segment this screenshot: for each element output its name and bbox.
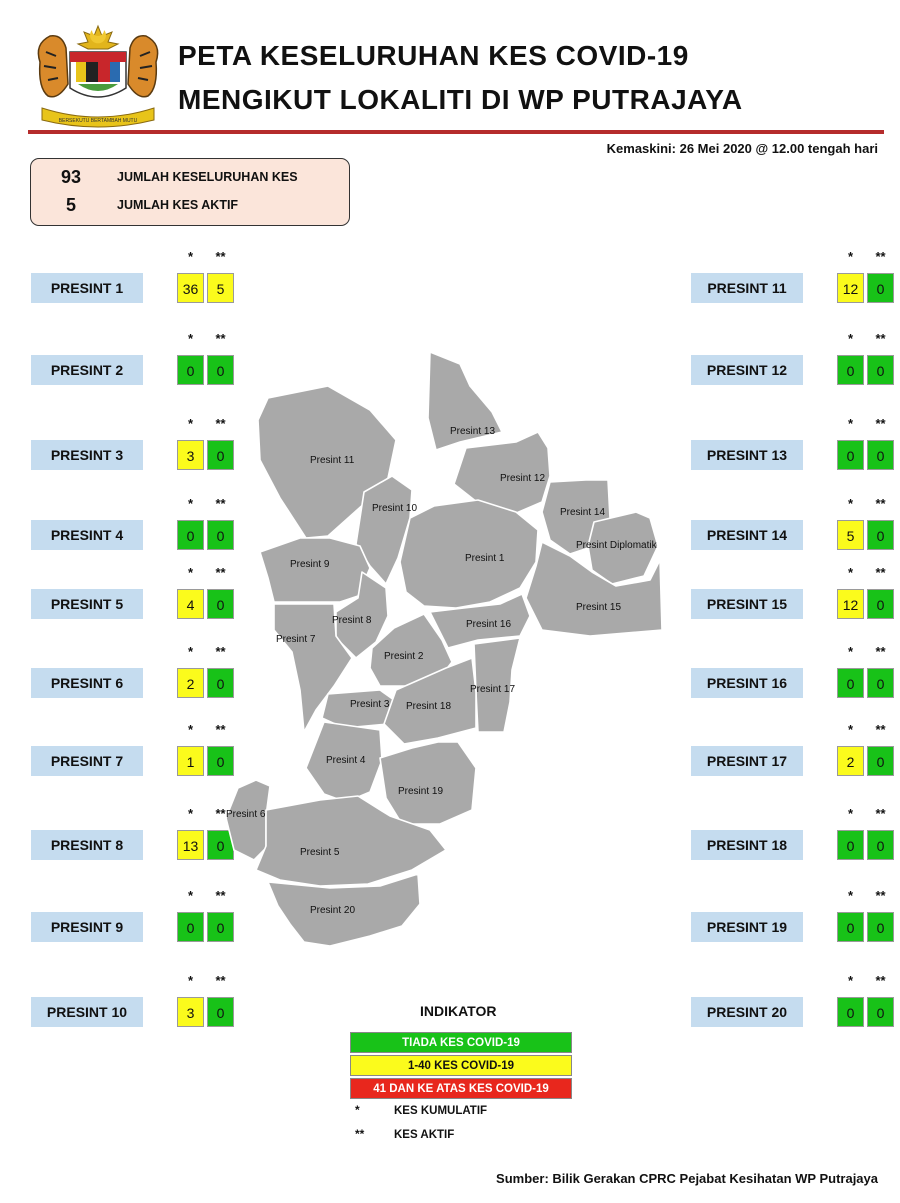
- precinct-label: PRESINT 3: [31, 440, 143, 470]
- active-marker: **: [875, 888, 886, 903]
- cumulative-marker: *: [847, 644, 854, 659]
- active-marker: **: [215, 644, 226, 659]
- active-cases-value: 0: [867, 830, 894, 860]
- precinct-row: [691, 589, 891, 619]
- cumulative-cases-value: 12: [837, 273, 864, 303]
- total-cases-value: 93: [60, 167, 82, 187]
- active-cases-value: 0: [867, 273, 894, 303]
- legend-yellow: 1-40 KES COVID-19: [350, 1055, 572, 1076]
- legend-red: 41 DAN KE ATAS KES COVID-19: [350, 1078, 572, 1099]
- precinct-label: PRESINT 16: [691, 668, 803, 698]
- precinct-row: [691, 912, 891, 942]
- cumulative-marker: *: [187, 722, 194, 737]
- map-label-presint-18: Presint 18: [406, 701, 452, 712]
- map-label-presint-15: Presint 15: [576, 602, 622, 613]
- page-title-line1: PETA KESELURUHAN KES COVID-19: [178, 40, 689, 71]
- active-marker: **: [215, 565, 226, 580]
- active-cases-value: 0: [207, 355, 234, 385]
- cumulative-cases-value: 36: [177, 273, 204, 303]
- active-cases-value: 0: [867, 912, 894, 942]
- active-cases-value: 0: [207, 746, 234, 776]
- active-marker: **: [215, 331, 226, 346]
- active-cases-value: 0: [207, 589, 234, 619]
- active-marker: **: [875, 806, 886, 821]
- legend-star-single: *: [355, 1103, 360, 1117]
- cumulative-cases-value: 2: [837, 746, 864, 776]
- legend-title: INDIKATOR: [420, 1003, 497, 1019]
- page-title-line2: MENGIKUT LOKALITI DI WP PUTRAJAYA: [178, 84, 743, 115]
- active-marker: **: [875, 565, 886, 580]
- cumulative-marker: *: [847, 722, 854, 737]
- precinct-column-markers: [837, 416, 897, 430]
- precinct-row: [31, 830, 231, 860]
- active-cases-value: 0: [207, 997, 234, 1027]
- header-divider: [28, 130, 884, 134]
- legend-active-label: KES AKTIF: [394, 1129, 455, 1141]
- map-label-presint-14: Presint 14: [560, 507, 606, 518]
- map-label-presint-3: Presint 3: [350, 699, 390, 710]
- precinct-row: [691, 746, 891, 776]
- map-label-presint-4: Presint 4: [326, 755, 366, 766]
- active-cases-value: 0: [867, 355, 894, 385]
- active-marker: **: [875, 331, 886, 346]
- cumulative-marker: *: [187, 565, 194, 580]
- cumulative-cases-value: 1: [177, 746, 204, 776]
- precinct-label: PRESINT 9: [31, 912, 143, 942]
- cumulative-marker: *: [847, 416, 854, 431]
- active-cases-value: 0: [207, 440, 234, 470]
- precinct-row: [31, 668, 231, 698]
- map-label-presint-10: Presint 10: [372, 503, 418, 514]
- precinct-column-markers: [837, 496, 897, 510]
- cumulative-cases-value: 13: [177, 830, 204, 860]
- active-cases-value: 0: [207, 520, 234, 550]
- precinct-row: [691, 273, 891, 303]
- precinct-label: PRESINT 17: [691, 746, 803, 776]
- precinct-row: [31, 589, 231, 619]
- precinct-row: [31, 520, 231, 550]
- cumulative-cases-value: 0: [837, 830, 864, 860]
- active-cases-value: 0: [207, 668, 234, 698]
- active-cases-value: 0: [867, 589, 894, 619]
- cumulative-marker: *: [847, 973, 854, 988]
- precinct-label: PRESINT 15: [691, 589, 803, 619]
- cumulative-marker: *: [847, 331, 854, 346]
- map-label-presint-11: Presint 11: [310, 455, 355, 466]
- cumulative-marker: *: [187, 973, 194, 988]
- map-label-presint-20: Presint 20: [310, 905, 356, 916]
- cumulative-cases-value: 5: [837, 520, 864, 550]
- cumulative-cases-value: 0: [837, 355, 864, 385]
- map-label-presint-13: Presint 13: [450, 426, 496, 437]
- active-cases-label: JUMLAH KES AKTIF: [117, 198, 239, 212]
- cumulative-marker: *: [847, 888, 854, 903]
- precinct-row: [31, 440, 231, 470]
- precinct-column-markers: [837, 331, 897, 345]
- map-label-presint-diplomatik: Presint Diplomatik: [576, 540, 657, 551]
- cumulative-cases-value: 0: [837, 668, 864, 698]
- precinct-label: PRESINT 18: [691, 830, 803, 860]
- precinct-column-markers: [837, 722, 897, 736]
- update-timestamp: Kemaskini: 26 Mei 2020 @ 12.00 tengah hari: [606, 141, 878, 156]
- map-label-presint-9: Presint 9: [290, 559, 330, 570]
- active-marker: **: [215, 806, 226, 821]
- precinct-row: [31, 997, 231, 1027]
- active-cases-value: 0: [867, 440, 894, 470]
- active-marker: **: [875, 644, 886, 659]
- cumulative-marker: *: [187, 496, 194, 511]
- precinct-column-markers: [837, 806, 897, 820]
- precinct-label: PRESINT 4: [31, 520, 143, 550]
- precinct-label: PRESINT 8: [31, 830, 143, 860]
- precinct-label: PRESINT 13: [691, 440, 803, 470]
- map-label-presint-12: Presint 12: [500, 473, 546, 484]
- precinct-label: PRESINT 20: [691, 997, 803, 1027]
- precinct-row: [31, 746, 231, 776]
- precinct-row: [31, 912, 231, 942]
- cumulative-cases-value: 0: [837, 997, 864, 1027]
- precinct-column-markers: [837, 249, 897, 263]
- cumulative-cases-value: 3: [177, 440, 204, 470]
- map-label-presint-5: Presint 5: [300, 847, 340, 858]
- precinct-row: [691, 668, 891, 698]
- source-note: Sumber: Bilik Gerakan CPRC Pejabat Kesihatan WP Putrajaya: [496, 1171, 878, 1186]
- active-cases-value: 5: [65, 195, 76, 215]
- cumulative-cases-value: 0: [837, 912, 864, 942]
- cumulative-marker: *: [847, 249, 854, 264]
- map-region-presint-19: [380, 742, 476, 824]
- precinct-label: PRESINT 19: [691, 912, 803, 942]
- map-region-presint-9: [260, 538, 370, 602]
- cumulative-marker: *: [847, 806, 854, 821]
- map-label-presint-6: Presint 6: [226, 809, 266, 820]
- precinct-row: [691, 997, 891, 1027]
- total-cases-label: JUMLAH KESELURUHAN KES: [117, 170, 298, 184]
- legend-cumulative-label: KES KUMULATIF: [394, 1105, 488, 1117]
- cumulative-cases-value: 12: [837, 589, 864, 619]
- cumulative-marker: *: [187, 644, 194, 659]
- active-cases-value: 0: [207, 830, 234, 860]
- active-cases-value: 0: [207, 912, 234, 942]
- precinct-column-markers: [837, 565, 897, 579]
- map-label-presint-7: Presint 7: [276, 634, 316, 645]
- cumulative-marker: *: [847, 496, 854, 511]
- precinct-label: PRESINT 14: [691, 520, 803, 550]
- active-cases-value: 0: [867, 520, 894, 550]
- active-marker: **: [215, 249, 226, 264]
- precinct-column-markers: [837, 888, 897, 902]
- cumulative-cases-value: 0: [177, 912, 204, 942]
- cumulative-marker: *: [187, 331, 194, 346]
- precinct-row: [691, 355, 891, 385]
- map-label-presint-1: Presint 1: [465, 553, 505, 564]
- map-label-presint-19: Presint 19: [398, 786, 444, 797]
- active-cases-value: 0: [867, 997, 894, 1027]
- active-cases-value: 0: [867, 746, 894, 776]
- cumulative-cases-value: 0: [177, 520, 204, 550]
- cumulative-cases-value: 3: [177, 997, 204, 1027]
- legend-green: TIADA KES COVID-19: [350, 1032, 572, 1053]
- map-label-presint-17: Presint 17: [470, 684, 516, 695]
- active-cases-value: 0: [867, 668, 894, 698]
- putrajaya-map: [220, 340, 680, 960]
- active-marker: **: [215, 416, 226, 431]
- precinct-label: PRESINT 7: [31, 746, 143, 776]
- active-marker: **: [215, 888, 226, 903]
- summary-box: [30, 158, 350, 226]
- map-label-presint-2: Presint 2: [384, 651, 424, 662]
- precinct-column-markers: [837, 973, 897, 987]
- cumulative-cases-value: 0: [177, 355, 204, 385]
- precinct-label: PRESINT 5: [31, 589, 143, 619]
- cumulative-marker: *: [187, 249, 194, 264]
- precinct-label: PRESINT 12: [691, 355, 803, 385]
- legend-star-double: **: [355, 1127, 365, 1141]
- cumulative-cases-value: 0: [837, 440, 864, 470]
- precinct-label: PRESINT 2: [31, 355, 143, 385]
- active-marker: **: [875, 722, 886, 737]
- map-label-presint-16: Presint 16: [466, 619, 512, 630]
- cumulative-marker: *: [187, 806, 194, 821]
- cumulative-cases-value: 2: [177, 668, 204, 698]
- active-marker: **: [215, 496, 226, 511]
- crest-motto: BERSEKUTU BERTAMBAH MUTU: [58, 118, 138, 124]
- precinct-column-markers: [837, 644, 897, 658]
- active-marker: **: [875, 249, 886, 264]
- active-marker: **: [875, 416, 886, 431]
- precinct-label: PRESINT 6: [31, 668, 143, 698]
- precinct-column-markers: [177, 973, 237, 987]
- precinct-row: [31, 355, 231, 385]
- map-label-presint-8: Presint 8: [332, 615, 372, 626]
- active-marker: **: [875, 973, 886, 988]
- cumulative-marker: *: [187, 416, 194, 431]
- cumulative-marker: *: [187, 888, 194, 903]
- precinct-row: [31, 273, 231, 303]
- precinct-row: [691, 440, 891, 470]
- coat-of-arms-logo: [28, 22, 168, 134]
- cumulative-cases-value: 4: [177, 589, 204, 619]
- precinct-label: PRESINT 11: [691, 273, 803, 303]
- cumulative-marker: *: [847, 565, 854, 580]
- precinct-row: [691, 520, 891, 550]
- active-marker: **: [215, 722, 226, 737]
- precinct-label: PRESINT 10: [31, 997, 143, 1027]
- map-region-presint-6: [226, 780, 270, 860]
- active-marker: **: [875, 496, 886, 511]
- active-marker: **: [215, 973, 226, 988]
- active-cases-value: 5: [207, 273, 234, 303]
- precinct-column-markers: [177, 249, 237, 263]
- precinct-label: PRESINT 1: [31, 273, 143, 303]
- precinct-row: [691, 830, 891, 860]
